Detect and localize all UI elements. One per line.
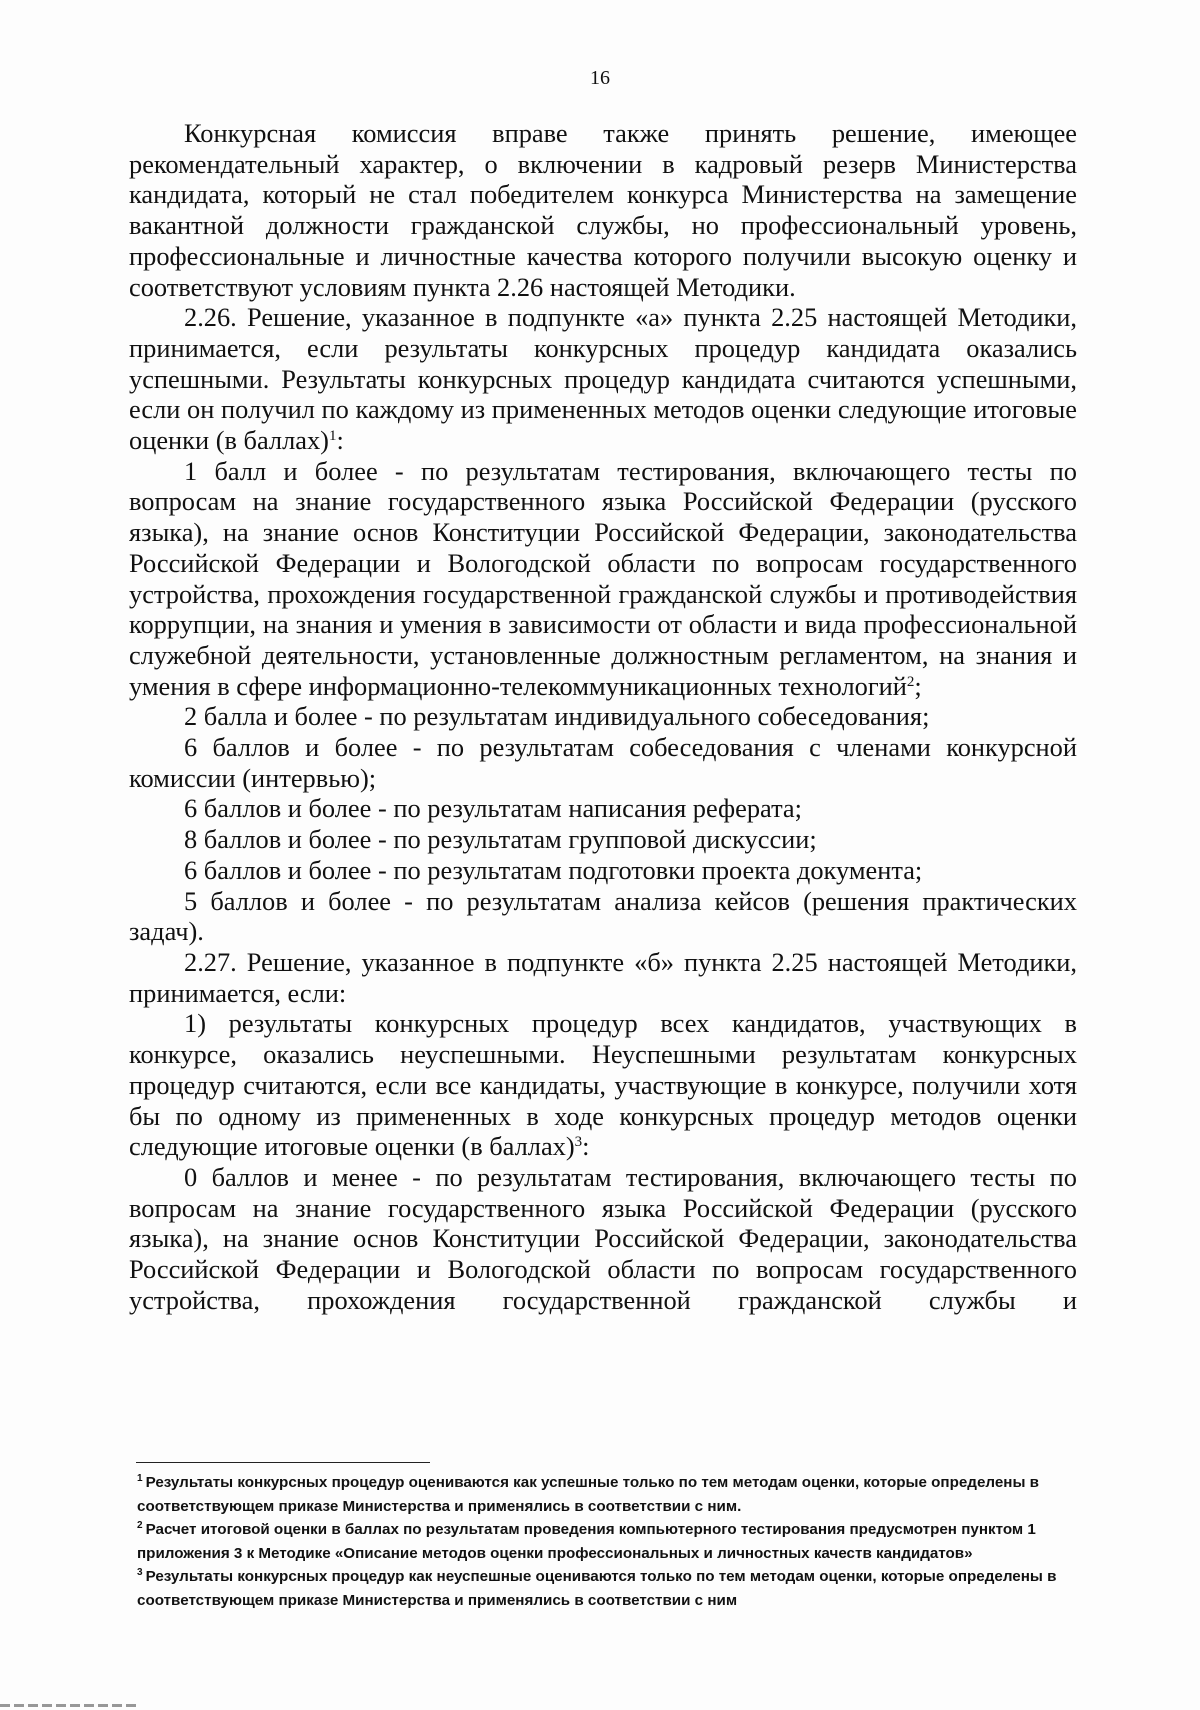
footnote-number: 2	[137, 1520, 143, 1531]
paragraph-text: 1 балл и более - по результатам тестирования, включающего тесты по вопросам на знание государственного языка Российской Федерации (русского языка), на знание основ Конституции Российской Федерации, законодательства Российской Федерации и Вологодской области по вопросам государственного устройства, прохождения государственной гражданской службы и противодействия коррупции, на знания и умения в зависимости от области и вида профессиональной служебной деятельности, установленные должностным регламентом, на знания и умения в сфере информационно-телекоммуникационных технологий	[129, 455, 1077, 701]
document-body	[129, 118, 1077, 1315]
footnote-2	[137, 1518, 1087, 1565]
footnote-text: Результаты конкурсных процедур оцениваются как успешные только по тем методам оценки, которые определены в соответствующем приказе Министерства и применялись в соответствии с ним.	[137, 1474, 1039, 1515]
paragraph-punctuation: :	[582, 1131, 590, 1162]
paragraph-2-26	[129, 302, 1077, 456]
footnote-number: 1	[137, 1473, 143, 1484]
scan-edge-mark	[0, 1704, 140, 1707]
paragraph-testing-success	[129, 456, 1077, 702]
paragraph-2-27: 2.27. Решение, указанное в подпункте «б» пункта 2.25 настоящей Методики, принимается, если:	[129, 946, 1077, 1008]
paragraph-interview-individual: 2 балла и более - по результатам индивидуального собеседования;	[184, 701, 930, 732]
paragraph-2-27-item-1	[129, 1008, 1077, 1162]
footnote-text: Результаты конкурсных процедур как неуспешные оцениваются только по тем методам оценки, которые определены в соответствующем приказе Министерства и применялись в соответствии с ним	[137, 1568, 1057, 1609]
paragraph-case-analysis: 5 баллов и более - по результатам анализа кейсов (решения практических задач).	[129, 885, 1077, 947]
paragraph-interview-commission: 6 баллов и более - по результатам собеседования с членами конкурсной комиссии (интервью);	[129, 732, 1077, 793]
footnotes	[137, 1471, 1087, 1612]
footnote-ref-3[interactable]: 3	[574, 1134, 583, 1151]
paragraph-essay: 6 баллов и более - по результатам написания реферата;	[184, 793, 802, 824]
paragraph-text: 2.26. Решение, указанное в подпункте «а» пункта 2.25 настоящей Методики, принимается, если результаты конкурсных процедур кандидата оказались успешными. Результаты конкурсных процедур кандидата считаются успешными, если он получил по каждому из примененных методов оценки следующие итоговые оценки (в баллах)	[129, 302, 1077, 456]
footnote-3	[137, 1565, 1087, 1612]
footnote-ref-1[interactable]: 1	[328, 428, 337, 445]
paragraph-document-draft: 6 баллов и более - по результатам подготовки проекта документа;	[184, 854, 923, 885]
footnote-separator	[136, 1462, 430, 1463]
paragraph-testing-fail: 0 баллов и менее - по результатам тестирования, включающего тесты по вопросам на знание государственного языка Российской Федерации (русского языка), на знание основ Конституции Российской Федерации, законодательства Российской Федерации и Вологодской области по вопросам государственного устройства, прохождения государственной гражданской службы и	[129, 1161, 1077, 1315]
paragraph-reserve	[129, 118, 1077, 302]
paragraph-text: 1) результаты конкурсных процедур всех кандидатов, участвующих в конкурсе, оказались неуспешными. Неуспешными результатам конкурсных процедур считаются, если все кандидаты, участвующие в конкурсе, получили хотя бы по одному из примененных в ходе конкурсных процедур методов оценки следующие итоговые оценки (в баллах)	[129, 1008, 1077, 1162]
paragraph-group-discussion: 8 баллов и более - по результатам групповой дискуссии;	[184, 824, 817, 855]
footnote-ref-2[interactable]: 2	[906, 673, 915, 690]
paragraph-text: Конкурсная комиссия вправе также принять решение, имеющее рекомендательный характер, о включении в кадровый резерв Министерства кандидата, который не стал победителем конкурса Министерства на замещение вакантной должности гражданской службы, но профессиональный уровень, профессиональные и личностные качества которого получили высокую оценку и соответствуют условиям пункта 2.26 настоящей Методики.	[129, 118, 1077, 302]
footnote-1	[137, 1471, 1087, 1518]
paragraph-punctuation: ;	[914, 670, 922, 701]
footnote-number: 3	[137, 1567, 143, 1578]
footnote-text: Расчет итоговой оценки в баллах по результатам проведения компьютерного тестирования предусмотрен пунктом 1 приложения 3 к Методике «Описание методов оценки профессиональных и личностных качеств кандидатов»	[137, 1521, 1036, 1562]
paragraph-punctuation: :	[336, 425, 344, 456]
page-number: 16	[590, 67, 610, 89]
